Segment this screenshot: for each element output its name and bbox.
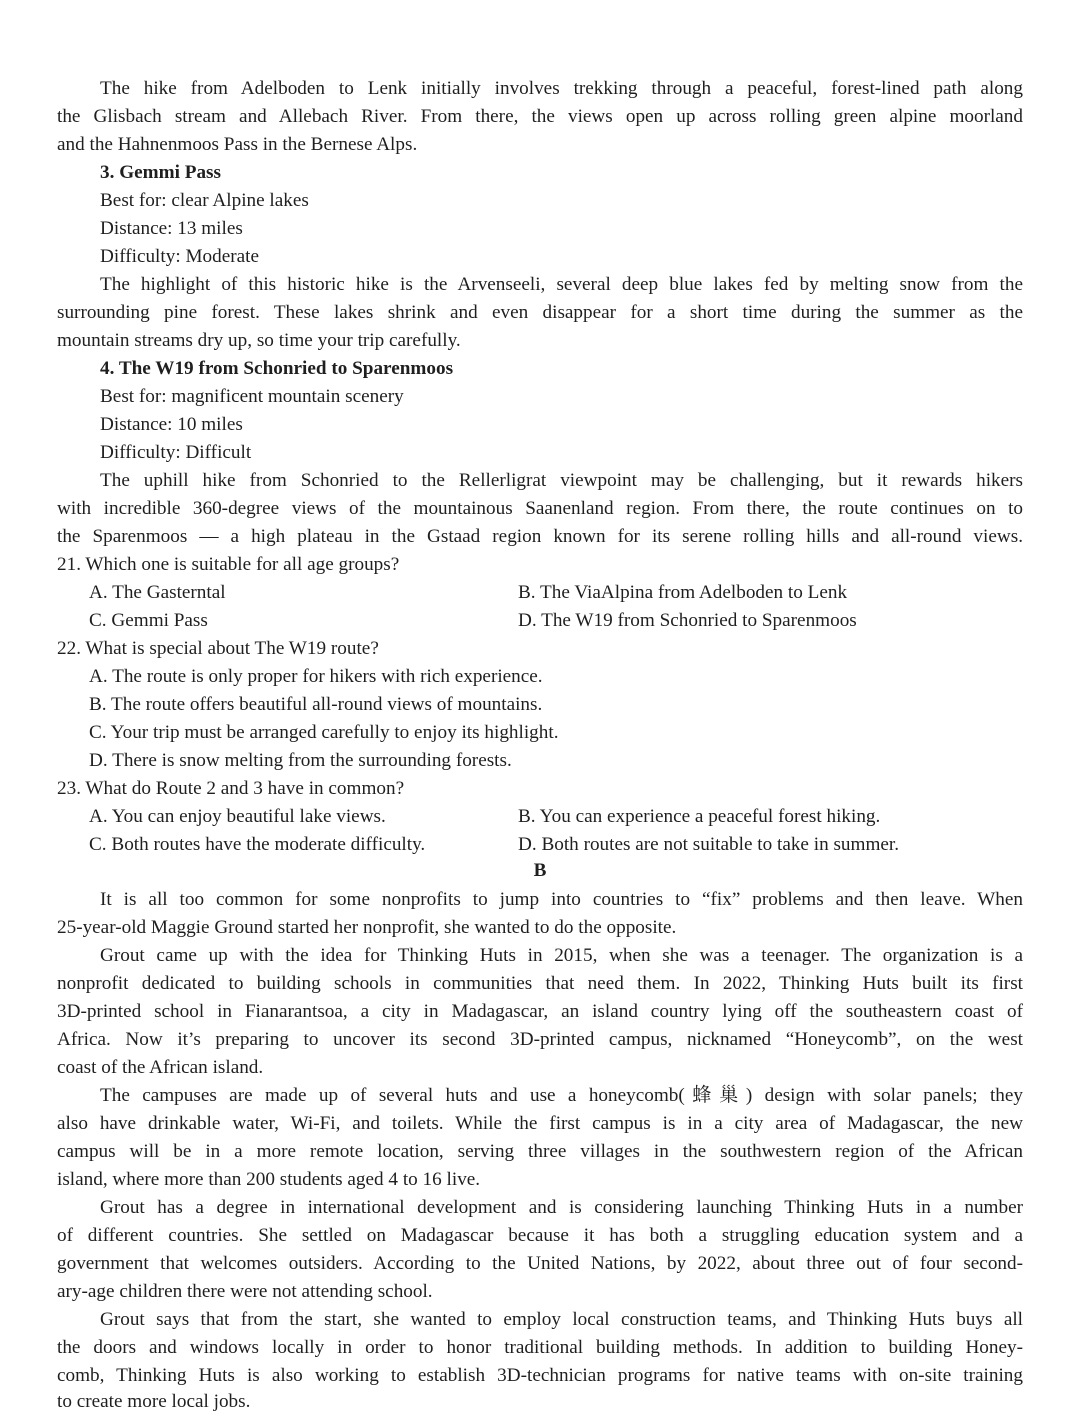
option-23a: A. You can enjoy beautiful lake views. B. You can experience a peaceful forest hiking. bbox=[89, 803, 1055, 831]
paragraph-line: ary-age children there were not attending school. bbox=[57, 1281, 433, 1302]
paragraph-line: the Sparenmoos — a high plateau in the Gstaad region known for its serene rolling hills and all-round views. bbox=[57, 526, 1023, 547]
option-23b: B. You can experience a peaceful forest hiking. bbox=[518, 806, 881, 827]
option-23d: D. Both routes are not suitable to take in summer. bbox=[518, 834, 900, 855]
question-22: 22. What is special about The W19 route? bbox=[57, 638, 379, 659]
route-distance: Distance: 10 miles bbox=[100, 414, 243, 435]
paragraph-line: also have drinkable water, Wi-Fi, and toilets. While the first campus is in a city area of Madagascar, the new bbox=[57, 1113, 1023, 1134]
option-21c: C. Gemmi Pass D. The W19 from Schonried to Sparenmoos bbox=[89, 607, 1055, 635]
paragraph-line: comb, Thinking Huts is also working to establish 3D-technician programs for native teams with on-site training bbox=[57, 1365, 1023, 1386]
route-best-for: Best for: magnificent mountain scenery bbox=[100, 386, 404, 407]
paragraph-line: island, where more than 200 students aged 4 to 16 live. bbox=[57, 1169, 481, 1190]
paragraph-line: Grout has a degree in international development and is considering launching Thinking Huts in a number bbox=[100, 1197, 1023, 1218]
option-21b: B. The ViaAlpina from Adelboden to Lenk bbox=[518, 582, 848, 603]
paragraph-line: and the Hahnenmoos Pass in the Bernese Alps. bbox=[57, 134, 418, 155]
paragraph-line: of different countries. She settled on Madagascar because it has both a struggling education system and a bbox=[57, 1225, 1023, 1246]
route-heading: 3. Gemmi Pass bbox=[100, 162, 221, 183]
paragraph-line: coast of the African island. bbox=[57, 1057, 264, 1078]
paragraph-line: It is all too common for some nonprofits to jump into countries to “fix” problems and then leave. When bbox=[100, 889, 1023, 910]
option-21a: A. The Gasterntal B. The ViaAlpina from Adelboden to Lenk bbox=[89, 579, 1055, 607]
paragraph-line: nonprofit dedicated to building schools in communities that need them. In 2022, Thinking Huts built its first bbox=[57, 973, 1023, 994]
route-best-for: Best for: clear Alpine lakes bbox=[100, 190, 309, 211]
paragraph-line: campus will be in a more remote location, serving three villages in the southwestern region of the African bbox=[57, 1141, 1023, 1162]
paragraph-line: 3D-printed school in Fianarantsoa, a city in Madagascar, an island country lying off the southeastern coast of bbox=[57, 1001, 1023, 1022]
paragraph-line: The campuses are made up of several huts and use a honeycomb(蜂巢) design with solar panels; they bbox=[100, 1085, 1023, 1106]
paragraph-line: The hike from Adelboden to Lenk initially involves trekking through a peaceful, forest-lined path along bbox=[100, 78, 1023, 99]
route-difficulty: Difficulty: Moderate bbox=[100, 246, 259, 267]
paragraph-line: surrounding pine forest. These lakes shrink and even disappear for a short time during the summer as the bbox=[57, 302, 1023, 323]
option-22c: C. Your trip must be arranged carefully to enjoy its highlight. bbox=[89, 722, 559, 743]
paragraph-line: Grout came up with the idea for Thinking Huts in 2015, when she was a teenager. The organization is a bbox=[100, 945, 1023, 966]
option-23c: C. Both routes have the moderate difficulty. D. Both routes are not suitable to take in summer. bbox=[89, 831, 1055, 859]
paragraph-line: Grout says that from the start, she wanted to employ local construction teams, and Thinking Huts buys all bbox=[100, 1309, 1023, 1330]
question-21: 21. Which one is suitable for all age groups? bbox=[57, 554, 400, 575]
paragraph-line: The highlight of this historic hike is the Arvenseeli, several deep blue lakes fed by melting snow from the bbox=[100, 274, 1023, 295]
paragraph-line: mountain streams dry up, so time your trip carefully. bbox=[57, 330, 461, 351]
paragraph-line: Africa. Now it’s preparing to uncover its second 3D-printed campus, nicknamed “Honeycomb”, on the west bbox=[57, 1029, 1023, 1050]
option-22a: A. The route is only proper for hikers with rich experience. bbox=[89, 666, 543, 687]
paragraph-line: to create more local jobs. bbox=[57, 1391, 251, 1412]
option-22b: B. The route offers beautiful all-round views of mountains. bbox=[89, 694, 543, 715]
question-23: 23. What do Route 2 and 3 have in common? bbox=[57, 778, 405, 799]
paragraph-line: government that welcomes outsiders. According to the United Nations, by 2022, about three out of four second- bbox=[57, 1253, 1023, 1274]
section-heading: B bbox=[533, 860, 547, 881]
option-22d: D. There is snow melting from the surrounding forests. bbox=[89, 750, 512, 771]
option-21d: D. The W19 from Schonried to Sparenmoos bbox=[518, 610, 857, 631]
paragraph-line: with incredible 360-degree views of the mountainous Saanenland region. From there, the route continues on to bbox=[57, 498, 1023, 519]
paragraph-line: the doors and windows locally in order to honor traditional building methods. In addition to building Honey- bbox=[57, 1337, 1023, 1358]
route-heading: 4. The W19 from Schonried to Sparenmoos bbox=[100, 358, 454, 379]
route-difficulty: Difficulty: Difficult bbox=[100, 442, 252, 463]
paragraph-line: The uphill hike from Schonried to the Rellerligrat viewpoint may be challenging, but it rewards hikers bbox=[100, 470, 1023, 491]
route-distance: Distance: 13 miles bbox=[100, 218, 243, 239]
paragraph-line: the Glisbach stream and Allebach River. From there, the views open up across rolling green alpine moorland bbox=[57, 106, 1023, 127]
paragraph-line: 25-year-old Maggie Ground started her nonprofit, she wanted to do the opposite. bbox=[57, 917, 677, 938]
